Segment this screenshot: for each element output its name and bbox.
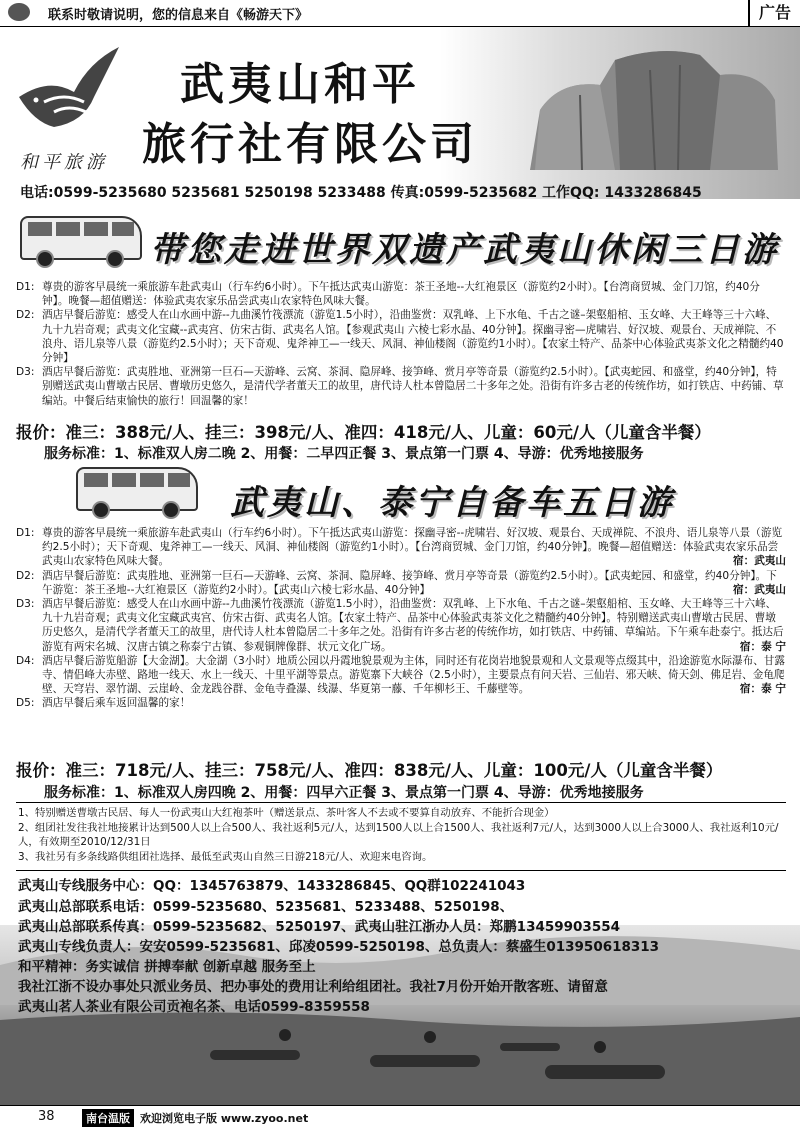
tour2-day2: D2: 酒店早餐后游览：武夷胜地、亚洲第一巨石—天游峰、云窝、茶洞、隐屏峰、接笋峰、赏月亭等奇景（游览约2.5小时）。【武夷蛇园、和盛堂，约40分钟】。下午游览：茶王圣地--大红袍景区（游览约2小时）。【武夷山六棱七彩水晶、40分钟】 宿：武夷山 bbox=[16, 569, 786, 596]
source-notice: 联系时敬请说明，您的信息来自《畅游天下》 bbox=[48, 8, 309, 23]
brand-script-text: 和平旅游 bbox=[20, 152, 108, 173]
contact-line: 武夷山总部联系电话：0599-5235680、5235681、5233488、5250198、 bbox=[18, 899, 514, 915]
tour2-day3: D3: 酒店早餐后游览：感受人在山水画中游--九曲溪竹筏漂流（游览1.5小时），沿曲鉴赏：双乳峰、上下水龟、千古之谜–架壑船棺、玉女峰、大王峰等三十六峰、九十九岩奇观；武夷文化宝藏武夷宫、仿宋古街、武夷名人馆。【农家土特产、品茶中心体验武夷茶文化之精髓约40分钟】。特别赠送武夷山曹墩古民居、曹墩历史悠久，是清代学者董天工的故里，唐代诗人杜本曾隐居二十多年之处。沿街有许多古老的传统作坊，如打铁店、中药铺、草编站。下午乘车赴泰宁。抵达后游览有两宋名城、汉唐古镇之称泰宁古镇、参观铜牌像群、状元文化广场。 宿：泰 宁 bbox=[16, 598, 786, 653]
tour1-title: 带您走进世界双遗产武夷山休闲三日游 bbox=[150, 230, 779, 270]
note-item: 3、我社另有多条线路供组团社选择、最低至武夷山自然三日游218元/人、欢迎来电咨询。 bbox=[18, 850, 433, 863]
note-item: 2、组团社发往我社地接累计达到500人以上合500人、我社返利5元/人，达到1500人以上合1500人、我社返利7元/人，达到3000人以上合3000人、我社返利10元/人，有效期至2010/12/31日 bbox=[18, 821, 779, 848]
company-name-line1: 武夷山和平 bbox=[180, 59, 420, 110]
footer-website[interactable]: 欢迎浏览电子版 www.zyoo.net bbox=[140, 1112, 309, 1125]
tour1-day1: D1: 尊贵的游客早晨统一乘旅游车赴武夷山（行车约6小时）。下午抵达武夷山游览：茶王圣地--大红袍景区（游览约2小时）。【台湾商贸城、金门刀馆，约40分钟】。晚餐—超值赠送：体验武夷农家乐品尝武夷山农家特色风味大餐。 bbox=[16, 281, 760, 308]
tour2-day5: D5: 酒店早餐后乘车返回温馨的家！ bbox=[16, 697, 191, 710]
page-footer bbox=[0, 1105, 800, 1128]
tour2-service: 服务标准：1、标准双人房四晚 2、用餐：四早六正餐 3、景点第一门票 4、导游：优秀地接服务 bbox=[44, 785, 644, 801]
divider bbox=[16, 870, 786, 871]
contact-phone-line: 电话:0599-5235680 5235681 5250198 5233488 传真:0599-5235682 工作QQ: 1433286845 bbox=[20, 185, 702, 201]
divider bbox=[16, 802, 786, 803]
tour-bus-icon bbox=[76, 461, 196, 519]
contact-line: 和平精神：务实诚信 拼搏奉献 创新卓越 服务至上 bbox=[18, 959, 316, 975]
top-bar bbox=[0, 0, 800, 27]
page-number: 38 bbox=[38, 1109, 55, 1124]
edition-badge: 南台温版 bbox=[82, 1109, 134, 1127]
contact-line: 武夷山茗人茶业有限公司贡袍名茶、电话0599-8359558 bbox=[18, 999, 370, 1015]
tour1-day2: D2: 酒店早餐后游览：感受人在山水画中游--九曲溪竹筏漂流（游览1.5小时），沿曲鉴赏：双乳峰、上下水龟、千古之谜–架壑船棺、玉女峰、大王峰等三十六峰、九十九岩奇观；武夷文化宝藏--武夷宫、仿宋古街、武夷名人馆。【参观武夷山 六棱七彩水晶、40分钟】。探幽寻密—虎啸岩、好汉坡、观景台、天成禅院、不浪舟、语儿泉等八景（游览约2.5小时）；天下奇观、鬼斧神工—一线天、风洞、神仙楼阁（游览约1小时）。【农家土特产、品茶中心体验武夷茶文化之精髓约40分钟】 bbox=[16, 309, 784, 365]
tour1-itinerary bbox=[16, 280, 786, 408]
contact-line: 武夷山专线负责人：安安0599-5235681、邱凌0599-5250198、总负责人：蔡盛生013950618313 bbox=[18, 939, 660, 955]
tour2-itinerary bbox=[16, 526, 786, 711]
tour1-service: 服务标准：1、标准双人房二晚 2、用餐：二早四正餐 3、景点第一门票 4、导游：优秀地接服务 bbox=[44, 446, 644, 462]
tour2-day1: D1: 尊贵的游客早晨统一乘旅游车赴武夷山（行车约6小时）。下午抵达武夷山游览：探幽寻密--虎啸岩、好汉坡、观景台、天成禅院、不浪舟、语儿泉等八景（游览约2.5小时）；天下奇观、鬼斧神工—一线天、风洞、神仙楼阁（游览约1小时）。【台湾商贸城、金门刀馆，约40分钟】。晚餐—超值赠送：体验武夷农家乐品尝武夷山农家特色风味大餐。 宿：武夷山 bbox=[16, 527, 786, 568]
tour-bus-icon bbox=[20, 210, 140, 268]
tour1-price: 报价：准三：388元/人、挂三：398元/人、准四：418元/人、儿童：60元/人（儿童含半餐） bbox=[16, 423, 711, 442]
dove-logo-icon bbox=[14, 42, 124, 142]
tour2-title: 武夷山、泰宁自备车五日游 bbox=[230, 483, 674, 523]
magazine-logo-icon bbox=[8, 3, 30, 21]
tour2-price: 报价：准三：718元/人、挂三：758元/人、准四：838元/人、儿童：100元/人（儿童含半餐） bbox=[16, 761, 723, 780]
notes-section bbox=[18, 806, 788, 864]
tour1-day3: D3: 酒店早餐后游览：武夷胜地、亚洲第一巨石—天游峰、云窝、茶洞、隐屏峰、接笋峰、赏月亭等奇景（游览约2.5小时）。【武夷蛇园、和盛堂，约40分钟】，特别赠送武夷山曹墩古民居、曹墩历史悠久，是清代学者董天工的故里，唐代诗人杜本曾隐居二十多年之处。沿街有许多古老的传统作坊，如打铁店、中药铺、草编站。中餐后结束愉快的旅行！回温馨的家！ bbox=[16, 366, 784, 407]
contact-line: 武夷山专线服务中心：QQ：1345763879、1433286845、QQ群102241043 bbox=[18, 878, 526, 894]
contact-line: 武夷山总部联系传真：0599-5235682、5250197、武夷山驻江浙办人员：郑鹏13459903554 bbox=[18, 919, 621, 935]
ad-label: 广告 bbox=[748, 0, 800, 26]
contact-line: 我社江浙不设办事处只派业务员、把办事处的费用让利给组团社。我社7月份开始开散客班、请留意 bbox=[18, 979, 608, 995]
note-item: 1、特别赠送曹墩古民居、每人一份武夷山大红袍茶叶（赠送景点、茶叶客人不去或不要算自动放弃、不能折合现金） bbox=[18, 807, 555, 819]
tour2-day4: D4: 酒店早餐后游览船游【大金湖】。大金湖（3小时）地质公园以丹霞地貌景观为主体，同时还有花岗岩地貌景观和人文景观等点缀其中，沿途游览水际瀑布、甘露寺、情侣峰大赤壁、路地一线天、水上一线天、十里平湖等景点。游览寨下大峡谷（2.5小时），主要景点有问天岩、三仙岩、邪天峡、倚天剑、佛足岩、金龟爬壁、天穹岩、翠竹湖、云崖岭、金龙践谷群、金龟寺叠瀑、线瀑、华夏第一藤、千年柳杉王、千藤壁等。 宿：泰 宁 bbox=[16, 654, 786, 696]
mountain-rock-image bbox=[520, 40, 780, 170]
company-name-line2: 旅行社有限公司 bbox=[142, 119, 478, 170]
